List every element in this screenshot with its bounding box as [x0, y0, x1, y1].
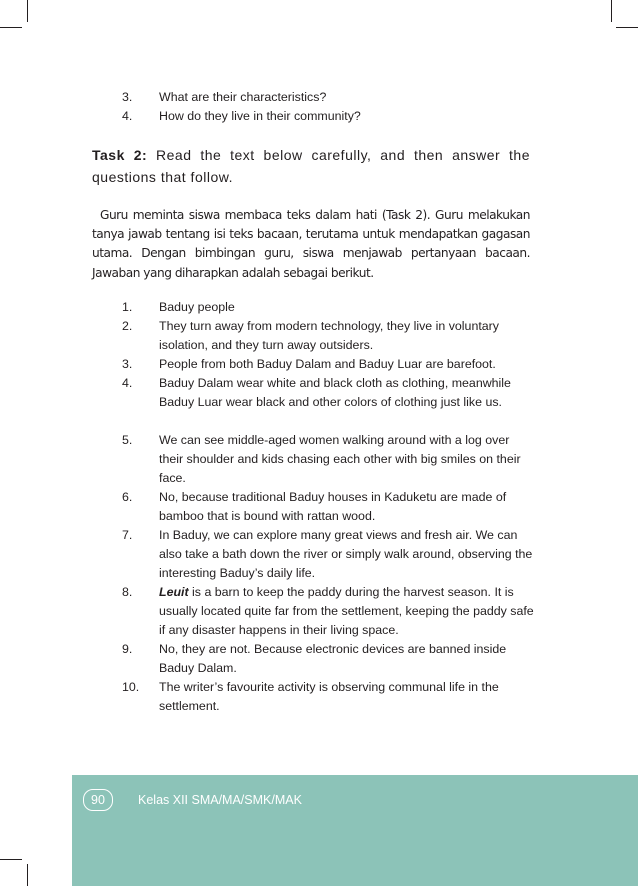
item-number: 8. — [122, 585, 133, 599]
item-text: No, they are not. Because electronic devices are banned inside Baduy Dalam. — [159, 642, 507, 675]
item-number: 10. — [122, 680, 140, 694]
item-number: 2. — [122, 319, 133, 333]
crop-mark — [0, 859, 22, 860]
item-number: 4. — [122, 376, 133, 390]
item-text — [159, 583, 534, 640]
item-number: 3. — [122, 357, 133, 371]
item-text: How do they live in their community? — [159, 109, 361, 123]
crop-mark — [27, 0, 28, 22]
term-definition: is a barn to keep the paddy during the harvest season. It is usually located quite far from the settlement, keeping the paddy safe if any disaster happens in their living space. — [159, 585, 534, 637]
item-text: Baduy people — [159, 300, 235, 314]
item-number: 5. — [122, 433, 133, 447]
crop-mark — [27, 864, 28, 886]
item-number: 4. — [122, 109, 133, 123]
task-label: Task 2: — [92, 147, 148, 163]
crop-mark — [616, 27, 638, 28]
item-text: They turn away from modern technology, they live in voluntary isolation, and they turn away outsiders. — [159, 319, 499, 352]
item-text: The writer’s favourite activity is observing communal life in the settlement. — [159, 680, 499, 713]
item-number: 3. — [122, 90, 133, 104]
term-leuit: Leuit — [159, 585, 189, 599]
crop-mark — [0, 27, 22, 28]
item-number: 7. — [122, 528, 133, 542]
footer-text: Kelas XII SMA/MA/SMK/MAK — [138, 793, 302, 807]
item-text: We can see middle-aged women walking around with a log over their shoulder and kids chasing each other with big smiles on their face. — [159, 433, 521, 485]
task-instruction — [92, 144, 530, 188]
item-number: 6. — [122, 490, 133, 504]
crop-mark — [611, 0, 612, 22]
item-number: 1. — [122, 300, 133, 314]
item-text: People from both Baduy Dalam and Baduy Luar are barefoot. — [159, 357, 496, 371]
item-text: No, because traditional Baduy houses in Kaduketu are made of bamboo that is bound with rattan wood. — [159, 490, 507, 523]
teacher-paragraph: Guru meminta siswa membaca teks dalam hati (Task 2). Guru melakukan tanya jawab tentang isi teks bacaan, terutama untuk mendapatkan gagasan utama. Dengan bimbingan guru, siswa menjawab pertanyaan bacaan. Jawaban yang diharapkan adalah sebagai berikut. — [92, 208, 530, 280]
page-number: 90 — [83, 789, 113, 811]
item-text: In Baduy, we can explore many great views and fresh air. We can also take a bath down the river or simply walk around, observing the interesting Baduy’s daily life. — [159, 528, 533, 580]
item-text: What are their characteristics? — [159, 90, 327, 104]
item-number: 9. — [122, 642, 133, 656]
task-text: Read the text below carefully, and then answer the questions that follow. — [92, 147, 530, 185]
item-text: Baduy Dalam wear white and black cloth as clothing, meanwhile Baduy Luar wear black and other colors of clothing just like us. — [159, 376, 511, 409]
